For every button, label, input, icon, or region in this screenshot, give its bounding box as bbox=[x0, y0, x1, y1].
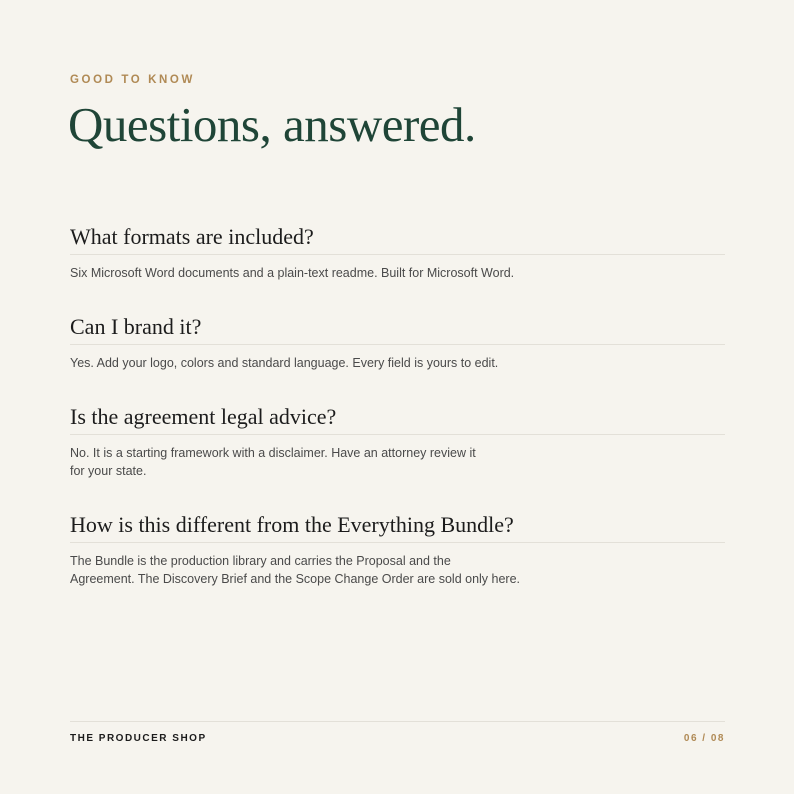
eyebrow-label: GOOD TO KNOW bbox=[70, 74, 195, 86]
faq-answer bbox=[70, 264, 725, 282]
footer-divider bbox=[70, 721, 725, 722]
faq-answer-line: No. It is a starting framework with a disclaimer. Have an attorney review it bbox=[70, 446, 476, 460]
footer-brand: THE PRODUCER SHOP bbox=[70, 733, 207, 744]
faq-answer-line: for your state. bbox=[70, 464, 147, 478]
page-indicator: 06 / 08 bbox=[683, 733, 725, 744]
faq-page bbox=[70, 0, 725, 794]
faq-question: What formats are included? bbox=[70, 224, 725, 255]
faq-item-branding bbox=[70, 314, 725, 372]
faq-answer bbox=[70, 354, 725, 372]
faq-question: Can I brand it? bbox=[70, 314, 725, 345]
faq-item-formats bbox=[70, 224, 725, 282]
faq-question: Is the agreement legal advice? bbox=[70, 404, 725, 435]
faq-answer-line: Six Microsoft Word documents and a plain-text readme. Built for Microsoft Word. bbox=[70, 266, 515, 280]
faq-item-legal-advice bbox=[70, 404, 725, 480]
faq-item-bundle-difference bbox=[70, 512, 725, 588]
faq-answer-line: Agreement. The Discovery Brief and the Scope Change Order are sold only here. bbox=[70, 572, 521, 586]
faq-answer bbox=[70, 552, 725, 588]
faq-answer-line: Yes. Add your logo, colors and standard language. Every field is yours to edit. bbox=[70, 356, 499, 370]
faq-question: How is this different from the Everything Bundle? bbox=[70, 512, 725, 543]
page-title: Questions, answered. bbox=[68, 97, 476, 152]
faq-answer-line: The Bundle is the production library and carries the Proposal and the bbox=[70, 554, 451, 568]
faq-answer bbox=[70, 444, 725, 480]
